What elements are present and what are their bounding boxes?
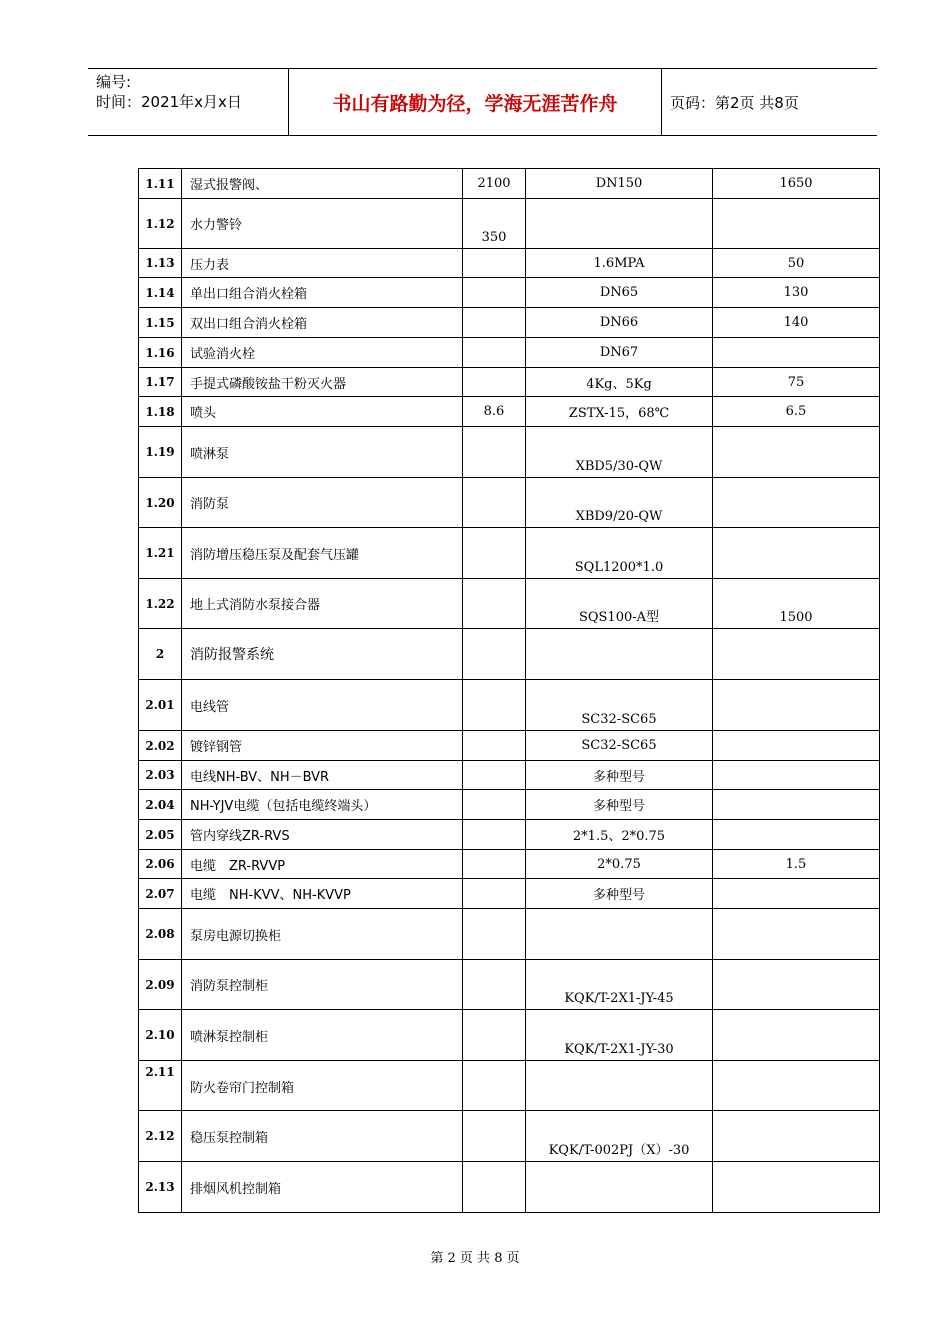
quantity-cell: [463, 1111, 526, 1162]
spec-cell: DN65: [526, 278, 713, 308]
item-number: 1.18: [139, 397, 182, 427]
value-cell: [713, 199, 880, 249]
table-row: [139, 879, 880, 909]
item-name: 湿式报警阀、: [182, 169, 463, 199]
table-row: [139, 199, 880, 249]
item-number: 2.03: [139, 761, 182, 790]
table-row: [139, 278, 880, 308]
materials-table: [138, 168, 880, 1213]
item-number: 2.13: [139, 1162, 182, 1213]
table-row: [139, 820, 880, 850]
header-motto: 书山有路勤为径，学海无涯苦作舟: [332, 92, 618, 115]
value-cell: [713, 879, 880, 909]
item-number: 2.02: [139, 731, 182, 761]
time-label: 时间：2021年x月x日: [96, 93, 242, 111]
item-name: 管内穿线ZR-RVS: [182, 820, 463, 850]
item-number: 2.10: [139, 1010, 182, 1061]
item-name: 泵房电源切换柜: [182, 909, 463, 960]
materials-table-body: [139, 169, 880, 1213]
item-name: 喷淋泵控制柜: [182, 1010, 463, 1061]
value-cell: [713, 909, 880, 960]
spec-cell: 多种型号: [526, 761, 713, 790]
value-cell: 1500: [713, 579, 880, 629]
quantity-cell: [463, 1010, 526, 1061]
item-number: 1.22: [139, 579, 182, 629]
item-name: 电缆 NH-KVV、NH-KVVP: [182, 879, 463, 909]
item-name: 单出口组合消火栓箱: [182, 278, 463, 308]
spec-cell: XBD5/30-QW: [526, 427, 713, 478]
quantity-cell: [463, 427, 526, 478]
item-name: 地上式消防水泵接合器: [182, 579, 463, 629]
value-cell: [713, 680, 880, 731]
quantity-cell: [463, 731, 526, 761]
table-row: [139, 629, 880, 680]
item-name: 消防泵控制柜: [182, 960, 463, 1010]
header-page-info: 页码：第2页 共8页: [670, 93, 799, 112]
header-divider-left: [288, 68, 289, 136]
item-name: 镀锌钢管: [182, 731, 463, 761]
spec-cell: ZSTX-15，68℃: [526, 397, 713, 427]
table-row: [139, 169, 880, 199]
value-cell: [713, 761, 880, 790]
table-row: [139, 1061, 880, 1111]
spec-cell: 1.6MPA: [526, 249, 713, 278]
quantity-cell: [463, 308, 526, 338]
quantity-cell: [463, 850, 526, 879]
quantity-cell: [463, 761, 526, 790]
item-number: 1.12: [139, 199, 182, 249]
spec-cell: XBD9/20-QW: [526, 478, 713, 528]
item-name: 双出口组合消火栓箱: [182, 308, 463, 338]
spec-cell: 2*1.5、2*0.75: [526, 820, 713, 850]
table-row: [139, 850, 880, 879]
spec-cell: SQL1200*1.0: [526, 528, 713, 579]
item-name: 消防泵: [182, 478, 463, 528]
value-cell: [713, 1061, 880, 1111]
item-name: 电缆 ZR-RVVP: [182, 850, 463, 879]
item-name: 排烟风机控制箱: [182, 1162, 463, 1213]
table-row: [139, 338, 880, 368]
spec-cell: 多种型号: [526, 790, 713, 820]
item-number: 1.19: [139, 427, 182, 478]
table-row: [139, 1010, 880, 1061]
item-number: 1.14: [139, 278, 182, 308]
item-number: 1.20: [139, 478, 182, 528]
item-number: 2.07: [139, 879, 182, 909]
quantity-cell: [463, 680, 526, 731]
item-name: 稳压泵控制箱: [182, 1111, 463, 1162]
item-number: 1.21: [139, 528, 182, 579]
value-cell: [713, 960, 880, 1010]
item-name: 消防增压稳压泵及配套气压罐: [182, 528, 463, 579]
value-cell: 75: [713, 368, 880, 397]
item-number: 2: [139, 629, 182, 680]
spec-cell: SC32-SC65: [526, 731, 713, 761]
quantity-cell: [463, 338, 526, 368]
item-number: 1.13: [139, 249, 182, 278]
spec-cell: SQS100-A型: [526, 579, 713, 629]
quantity-cell: [463, 879, 526, 909]
spec-cell: [526, 909, 713, 960]
table-row: [139, 909, 880, 960]
item-number: 1.17: [139, 368, 182, 397]
value-cell: [713, 820, 880, 850]
value-cell: 6.5: [713, 397, 880, 427]
quantity-cell: [463, 249, 526, 278]
table-row: [139, 397, 880, 427]
spec-cell: [526, 1061, 713, 1111]
spec-cell: [526, 629, 713, 680]
spec-cell: KQK/T-2X1-JY-45: [526, 960, 713, 1010]
table-row: [139, 528, 880, 579]
quantity-cell: [463, 629, 526, 680]
item-number: 2.01: [139, 680, 182, 731]
item-number: 2.09: [139, 960, 182, 1010]
table-row: [139, 761, 880, 790]
value-cell: 1.5: [713, 850, 880, 879]
spec-cell: [526, 199, 713, 249]
value-cell: 50: [713, 249, 880, 278]
value-cell: [713, 338, 880, 368]
item-name: 水力警铃: [182, 199, 463, 249]
value-cell: [713, 478, 880, 528]
header-meta: [96, 72, 242, 112]
table-row: [139, 1111, 880, 1162]
quantity-cell: [463, 278, 526, 308]
quantity-cell: 8.6: [463, 397, 526, 427]
table-row: [139, 427, 880, 478]
quantity-cell: [463, 1162, 526, 1213]
quantity-cell: [463, 579, 526, 629]
quantity-cell: [463, 820, 526, 850]
quantity-cell: [463, 790, 526, 820]
number-label: 编号:: [96, 73, 132, 91]
page-footer: 第 2 页 共 8 页: [430, 1251, 520, 1266]
item-number: 2.12: [139, 1111, 182, 1162]
value-cell: [713, 427, 880, 478]
value-cell: [713, 528, 880, 579]
item-number: 2.11: [139, 1061, 182, 1111]
item-number: 2.04: [139, 790, 182, 820]
quantity-cell: 350: [463, 199, 526, 249]
table-row: [139, 478, 880, 528]
table-row: [139, 790, 880, 820]
quantity-cell: [463, 909, 526, 960]
value-cell: [713, 1010, 880, 1061]
table-row: [139, 368, 880, 397]
value-cell: [713, 1111, 880, 1162]
table-row: [139, 1162, 880, 1213]
table-row: [139, 579, 880, 629]
quantity-cell: [463, 478, 526, 528]
value-cell: 130: [713, 278, 880, 308]
item-number: 1.16: [139, 338, 182, 368]
value-cell: 1650: [713, 169, 880, 199]
table-row: [139, 731, 880, 761]
item-name: 手提式磷酸铵盐干粉灭火器: [182, 368, 463, 397]
spec-cell: 2*0.75: [526, 850, 713, 879]
value-cell: [713, 629, 880, 680]
value-cell: 140: [713, 308, 880, 338]
item-name: 消防报警系统: [182, 629, 463, 680]
value-cell: [713, 790, 880, 820]
item-name: 喷淋泵: [182, 427, 463, 478]
spec-cell: KQK/T-2X1-JY-30: [526, 1010, 713, 1061]
item-name: 压力表: [182, 249, 463, 278]
table-row: [139, 308, 880, 338]
quantity-cell: [463, 1061, 526, 1111]
item-number: 1.15: [139, 308, 182, 338]
spec-cell: DN67: [526, 338, 713, 368]
header-divider-right: [661, 68, 662, 136]
item-number: 2.06: [139, 850, 182, 879]
spec-cell: [526, 1162, 713, 1213]
item-name: 防火卷帘门控制箱: [182, 1061, 463, 1111]
item-number: 1.11: [139, 169, 182, 199]
table-row: [139, 249, 880, 278]
spec-cell: 多种型号: [526, 879, 713, 909]
quantity-cell: [463, 368, 526, 397]
item-number: 2.08: [139, 909, 182, 960]
item-name: 喷头: [182, 397, 463, 427]
value-cell: [713, 731, 880, 761]
item-name: NH-YJV电缆（包括电缆终端头）: [182, 790, 463, 820]
quantity-cell: 2100: [463, 169, 526, 199]
item-name: 试验消火栓: [182, 338, 463, 368]
spec-cell: KQK/T-002PJ（X）-30: [526, 1111, 713, 1162]
quantity-cell: [463, 528, 526, 579]
table-row: [139, 960, 880, 1010]
value-cell: [713, 1162, 880, 1213]
spec-cell: 4Kg、5Kg: [526, 368, 713, 397]
spec-cell: DN66: [526, 308, 713, 338]
item-name: 电线管: [182, 680, 463, 731]
quantity-cell: [463, 960, 526, 1010]
item-number: 2.05: [139, 820, 182, 850]
table-row: [139, 680, 880, 731]
spec-cell: DN150: [526, 169, 713, 199]
spec-cell: SC32-SC65: [526, 680, 713, 731]
item-name: 电线NH-BV、NH－BVR: [182, 761, 463, 790]
